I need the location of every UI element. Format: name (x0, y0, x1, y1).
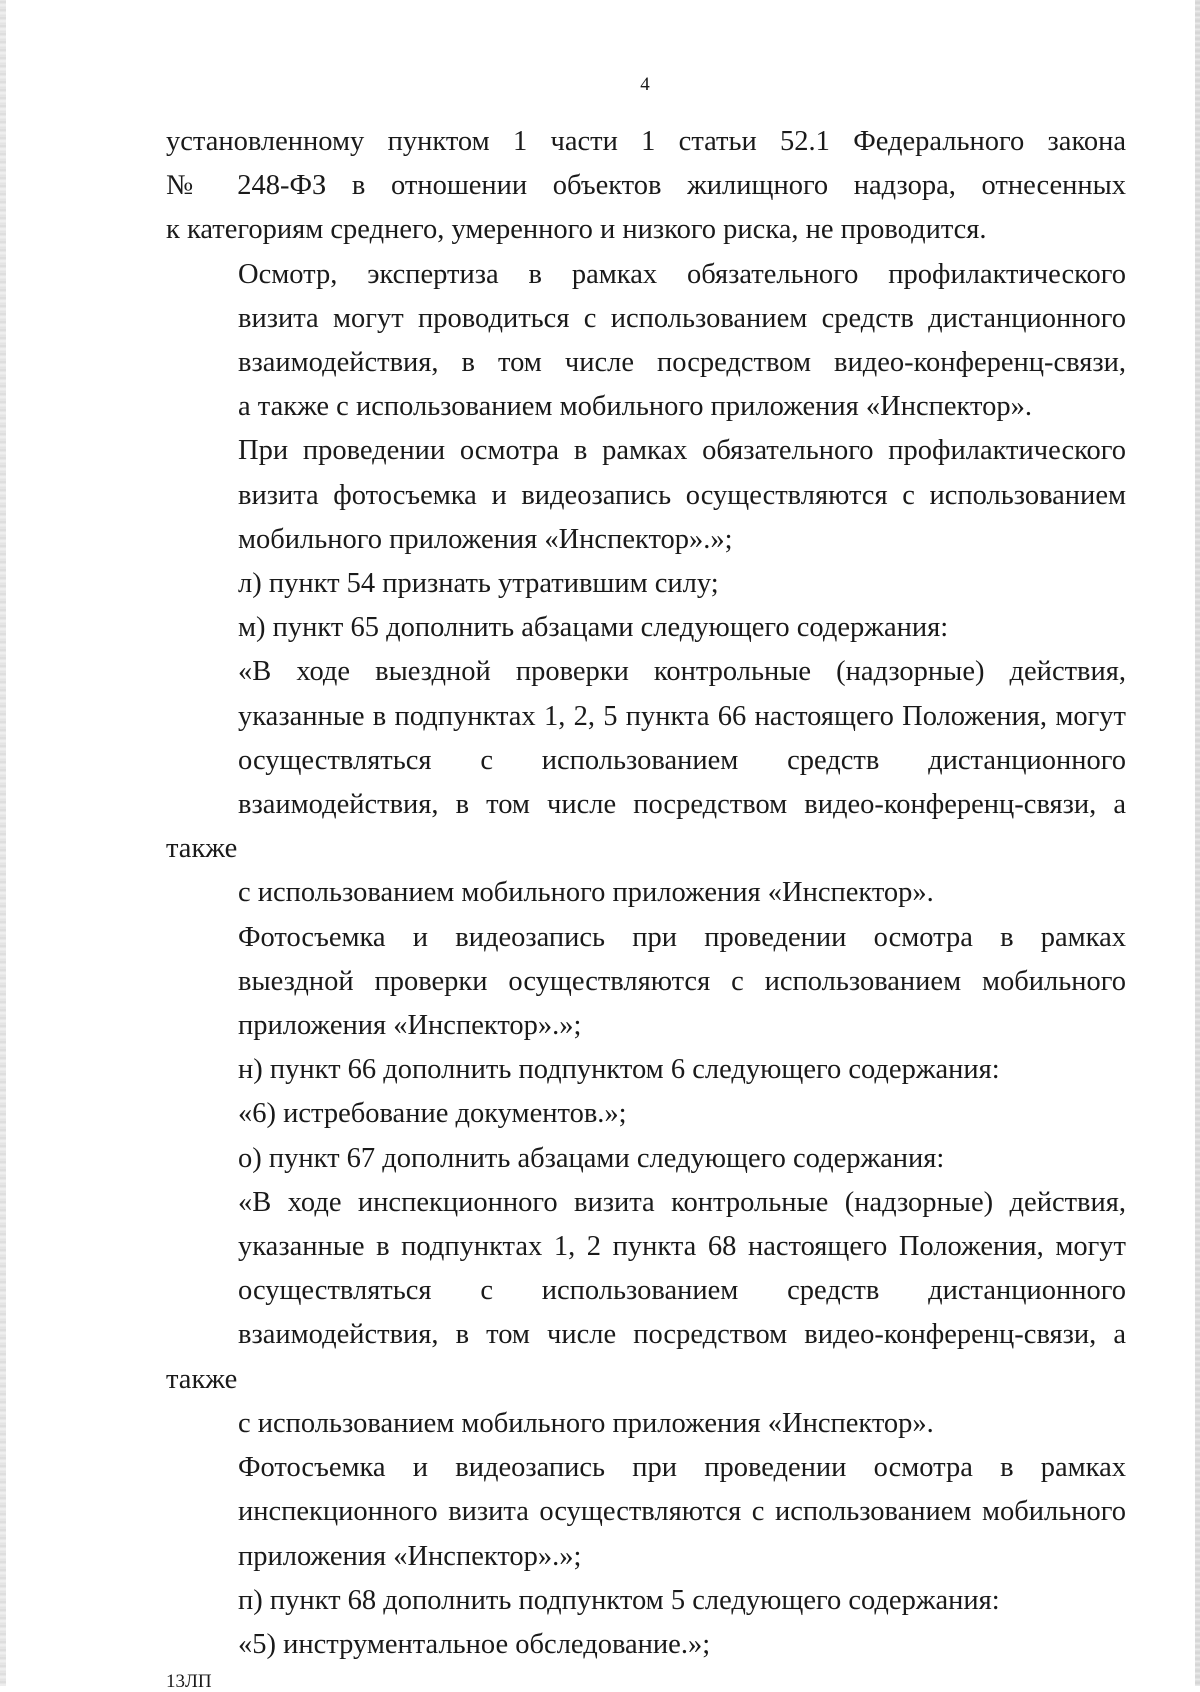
text-line: н) пункт 66 дополнить подпунктом 6 следующего содержания: (238, 1054, 1000, 1086)
text-line: осуществляться с использованием средств дистанционного (238, 1275, 1126, 1307)
paragraph (166, 1181, 1126, 1446)
text-line: приложения «Инспектор».»; (238, 1010, 582, 1042)
text-line: м) пункт 65 дополнить абзацами следующего содержания: (238, 612, 949, 644)
text-line: приложения «Инспектор».»; (238, 1540, 582, 1572)
text-line: с использованием мобильного приложения «Инспектор». (238, 1407, 934, 1439)
paragraph (166, 120, 1126, 253)
paragraph (166, 1623, 1126, 1667)
text-line: визита фотосъемка и видеозапись осуществляются с использованием (238, 479, 1126, 511)
paragraph (166, 429, 1126, 562)
paragraph (166, 916, 1126, 1049)
text-line: п) пункт 68 дополнить подпунктом 5 следующего содержания: (238, 1584, 1000, 1616)
page-number: 4 (640, 74, 650, 95)
text-line: Осмотр, экспертиза в рамках обязательного профилактического (238, 258, 1126, 290)
paragraph (166, 1137, 1126, 1181)
paragraph (166, 606, 1126, 650)
text-line: установленному пунктом 1 части 1 статьи 52.1 Федерального закона (166, 126, 1126, 157)
text-line: взаимодействия, в том числе посредством видео-конференц-связи, (238, 347, 1126, 379)
paragraph (166, 650, 1126, 915)
text-line: инспекционного визита осуществляются с использованием мобильного (238, 1496, 1126, 1528)
text-line: Фотосъемка и видеозапись при проведении осмотра в рамках (238, 921, 1126, 953)
text-line: л) пункт 54 признать утратившим силу; (238, 568, 719, 600)
paragraph (166, 562, 1126, 606)
paragraph (166, 1579, 1126, 1623)
scan-edge-left (0, 0, 6, 1686)
text-line: осуществляться с использованием средств дистанционного (238, 744, 1126, 776)
paragraph (166, 1446, 1126, 1579)
text-line: «6) истребование документов.»; (238, 1098, 627, 1130)
paragraph (166, 253, 1126, 430)
text-line: с использованием мобильного приложения «Инспектор». (238, 877, 934, 909)
text-line: «5) инструментальное обследование.»; (238, 1628, 711, 1660)
text-line: указанные в подпунктах 1, 2, 5 пункта 66 настоящего Положения, могут (238, 700, 1126, 732)
text-line: о) пункт 67 дополнить абзацами следующего содержания: (238, 1142, 945, 1174)
text-line: «В ходе инспекционного визита контрольные (надзорные) действия, (238, 1186, 1126, 1218)
text-line: № 248-ФЗ в отношении объектов жилищного надзора, отнесенных (166, 170, 1126, 202)
text-line: визита могут проводиться с использованием средств дистанционного (238, 302, 1126, 334)
text-line: а также с использованием мобильного приложения «Инспектор». (238, 391, 1032, 423)
text-line: к категориям среднего, умеренного и низкого риска, не проводится. (166, 214, 987, 246)
text-line: выездной проверки осуществляются с использованием мобильного (238, 965, 1126, 997)
paragraph (166, 1092, 1126, 1136)
text-line: При проведении осмотра в рамках обязательного профилактического (238, 435, 1126, 467)
text-line: Фотосъемка и видеозапись при проведении осмотра в рамках (238, 1452, 1126, 1484)
text-line: взаимодействия, в том числе посредством видео-конференц-связи, а также (166, 1319, 1126, 1395)
document-body (166, 120, 1126, 1667)
text-line: «В ходе выездной проверки контрольные (надзорные) действия, (238, 656, 1126, 688)
text-line: взаимодействия, в том числе посредством видео-конференц-связи, а также (166, 789, 1126, 865)
text-line: указанные в подпунктах 1, 2 пункта 68 настоящего Положения, могут (238, 1231, 1126, 1263)
paragraph (166, 1048, 1126, 1092)
scan-edge-right (1195, 0, 1200, 1686)
text-line: мобильного приложения «Инспектор».»; (238, 523, 733, 555)
document-footer-code: 13ЛП (166, 1671, 212, 1692)
